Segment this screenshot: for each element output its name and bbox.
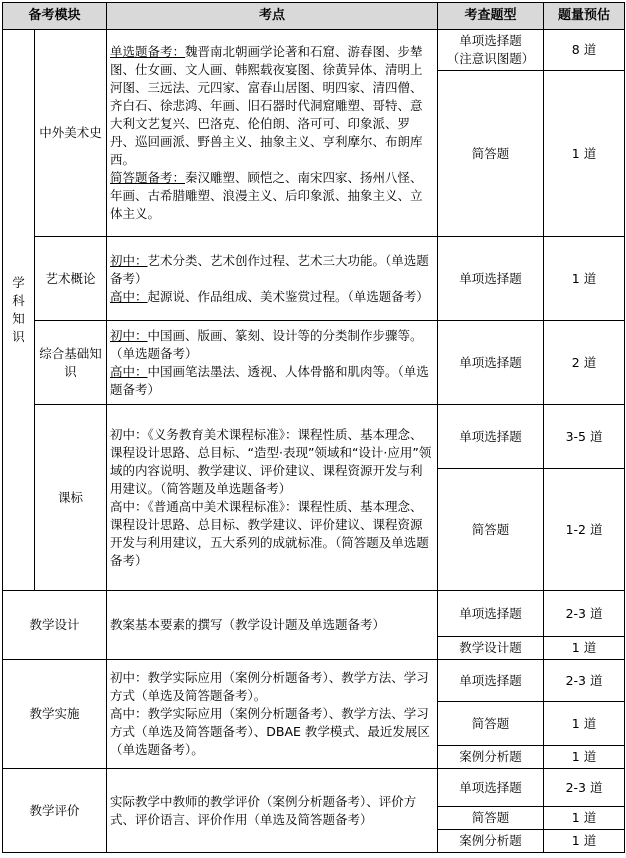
teaching-practice-type-short: 简答题 — [438, 702, 544, 746]
art-overview-type: 单项选择题 — [438, 237, 544, 321]
teaching-evaluation-type-single: 单项选择题 — [438, 769, 544, 807]
header-module: 备考模块 — [3, 3, 107, 30]
teaching-design-name: 教学设计 — [3, 591, 107, 660]
teaching-evaluation-count-single: 2-3 道 — [544, 769, 625, 807]
table-row — [3, 30, 625, 71]
teaching-practice-count-short: 1 道 — [544, 702, 625, 746]
teaching-evaluation-type-case: 案例分析题 — [438, 830, 544, 853]
teaching-practice-count-single: 2-3 道 — [544, 660, 625, 702]
teaching-evaluation-points: 实际教学中教师的教学评价（案例分析题备考）、评价方式、评价语言、评价作用（单选及简答题备考） — [107, 769, 438, 853]
teaching-design-type-design: 教学设计题 — [438, 637, 544, 660]
teaching-evaluation-count-case: 1 道 — [544, 830, 625, 853]
teaching-design-count-design: 1 道 — [544, 637, 625, 660]
table-row — [3, 660, 625, 702]
table-row — [3, 237, 625, 321]
teaching-evaluation-count-short: 1 道 — [544, 807, 625, 830]
teaching-evaluation-type-short: 简答题 — [438, 807, 544, 830]
subject-knowledge-label: 学 科 知 识 — [3, 30, 35, 591]
header-count: 题量预估 — [544, 3, 625, 30]
standards-count-single: 3-5 道 — [544, 405, 625, 469]
art-history-count-single: 8 道 — [544, 30, 625, 71]
table-row — [3, 321, 625, 405]
teaching-practice-type-case: 案例分析题 — [438, 746, 544, 769]
art-history-name: 中外美术史 — [35, 30, 107, 237]
art-overview-points: 初中：艺术分类、艺术创作过程、艺术三大功能。（单选题备考） 高中：起源说、作品组成、美术鉴赏过程。（单选题备考） — [107, 237, 438, 321]
standards-type-short: 简答题 — [438, 469, 544, 591]
art-history-type-short: 简答题 — [438, 71, 544, 237]
basics-points: 初中：中国画、版画、篆刻、设计等的分类制作步骤等。（单选题备考） 高中：中国画笔法墨法、透视、人体骨骼和肌肉等。（单选题备考） — [107, 321, 438, 405]
art-history-points: 单选题备考：魏晋南北朝画学论著和石窟、游春图、步辇图、仕女画、文人画、韩熙载夜宴图、徐黄异体、清明上河图、三远法、元四家、富春山居图、明四家、清四僧、齐白石、徐悲鸿、年画、旧石器时代洞窟雕塑、哥特、意大利文艺复兴、巴洛克、伦伯朗、洛可可、印象派、罗丹、巡回画派、野兽主义、抽象主义、亨利摩尔、布朗库西。 简答题备考：秦汉雕塑、顾恺之、南宋四家、扬州八怪、年画、古希腊雕塑、浪漫主义、后印象派、抽象主义、立体主义。 — [107, 30, 438, 237]
teaching-design-type-single: 单项选择题 — [438, 591, 544, 637]
teaching-practice-count-case: 1 道 — [544, 746, 625, 769]
teaching-evaluation-name: 教学评价 — [3, 769, 107, 853]
header-points: 考点 — [107, 3, 438, 30]
art-history-count-short: 1 道 — [544, 71, 625, 237]
table-row — [3, 405, 625, 469]
teaching-design-count-single: 2-3 道 — [544, 591, 625, 637]
basics-type: 单项选择题 — [438, 321, 544, 405]
header-type: 考查题型 — [438, 3, 544, 30]
basics-count: 2 道 — [544, 321, 625, 405]
header-row — [3, 3, 625, 30]
teaching-design-points: 教案基本要素的撰写（教学设计题及单选题备考） — [107, 591, 438, 660]
table-row — [3, 769, 625, 807]
teaching-practice-type-single: 单项选择题 — [438, 660, 544, 702]
table-row — [3, 591, 625, 637]
teaching-practice-name: 教学实施 — [3, 660, 107, 769]
exam-plan-table — [2, 2, 625, 853]
art-history-type-single: 单项选择题 （注意识图题） — [438, 30, 544, 71]
standards-type-single: 单项选择题 — [438, 405, 544, 469]
art-overview-count: 1 道 — [544, 237, 625, 321]
standards-points: 初中：《义务教育美术课程标准》：课程性质、基本理念、课程设计思路、总目标、“造型·表现”领域和“设计·应用”领域的内容说明、教学建议、评价建议、课程资源开发与利用建议。（简答题及单选题备考） 高中：《普通高中美术课程标准》：课程性质、基本理念、课程设计思路、总目标、教学建议、评价建议、课程资源开发与利用建议，五大系列的成就标准。（简答题及单选题备考） — [107, 405, 438, 591]
teaching-practice-points: 初中：教学实际应用（案例分析题备考）、教学方法、学习方式（单选及简答题备考）。 高中：教学实际应用（案例分析题备考）、教学方法、学习方式（单选及简答题备考）、DBAE 教学模式、最近发展区（单选题备考）。 — [107, 660, 438, 769]
standards-name: 课标 — [35, 405, 107, 591]
art-overview-name: 艺术概论 — [35, 237, 107, 321]
standards-count-short: 1-2 道 — [544, 469, 625, 591]
basics-name: 综合基础知识 — [35, 321, 107, 405]
